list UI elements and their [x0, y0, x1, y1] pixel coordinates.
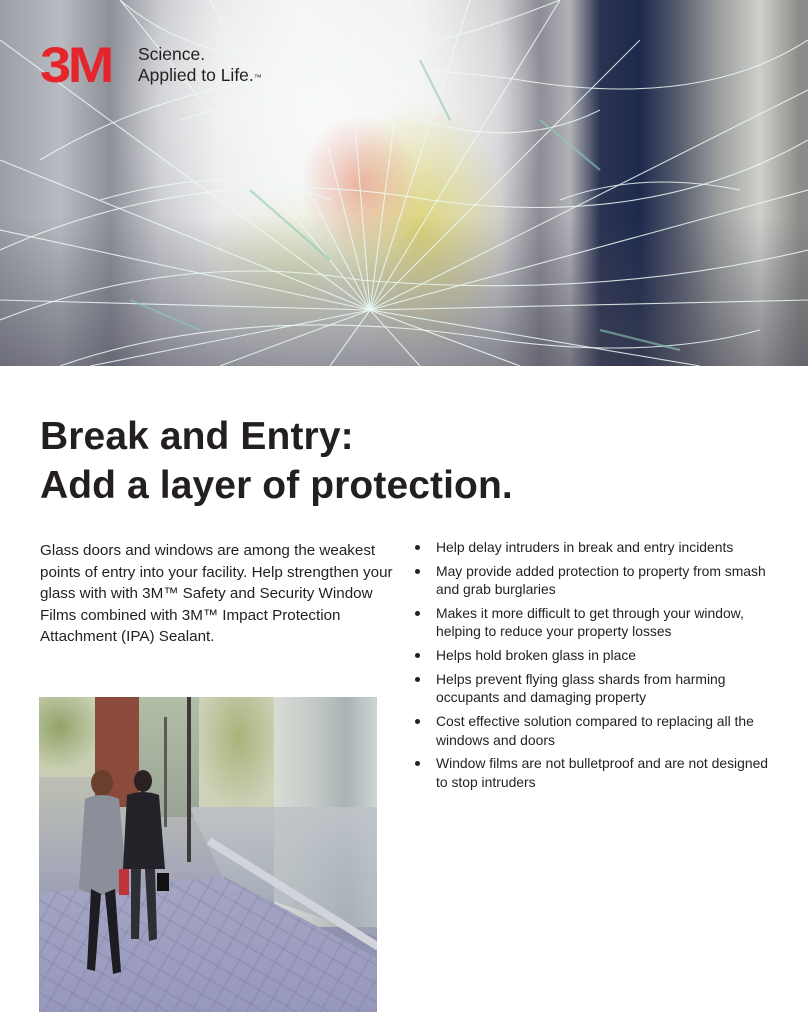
benefit-item: [413, 712, 783, 749]
bullet-icon: [415, 653, 420, 658]
bullet-icon: [415, 611, 420, 616]
benefit-text: May provide added protection to property from smash and grab burglaries: [436, 562, 766, 598]
title-line-1: Break and Entry:: [40, 415, 354, 458]
hero-image-broken-glass: [0, 0, 808, 366]
benefit-text: Helps hold broken glass in place: [436, 647, 636, 664]
tagline-line-2-text: Applied to Life.: [138, 65, 254, 85]
tagline-line-2: [138, 65, 262, 86]
trees-left: [39, 697, 95, 777]
trademark-symbol: ™: [253, 73, 262, 82]
brand-tagline: [138, 44, 262, 86]
benefit-text: Helps prevent flying glass shards from harming occupants and damaging property: [436, 671, 726, 706]
page-title: [40, 412, 760, 510]
benefit-item: [413, 646, 783, 664]
benefit-text: Window films are not bulletproof and are not designed to stop intruders: [436, 755, 769, 790]
benefits-list: [413, 538, 783, 797]
tagline-line-1: Science.: [138, 44, 206, 64]
window-frame-dark: [187, 697, 191, 862]
bullet-icon: [415, 719, 420, 724]
benefit-text: Cost effective solution compared to replacing all the windows and doors: [436, 713, 754, 748]
title-line-2: Add a layer of protection.: [40, 464, 513, 507]
street-photo: [39, 697, 377, 1012]
benefit-item: [413, 754, 783, 791]
bullet-icon: [415, 761, 420, 766]
trees-reflection: [199, 697, 274, 807]
benefit-item: [413, 604, 783, 641]
logo-3m-mark: 3M: [40, 37, 112, 93]
benefit-item: [413, 538, 783, 556]
bullet-icon: [415, 545, 420, 550]
benefit-item: [413, 670, 783, 707]
benefit-text: Help delay intruders in break and entry incidents: [436, 539, 734, 555]
benefit-item: [413, 562, 783, 599]
benefit-text: Makes it more difficult to get through your window, helping to reduce your property losses: [436, 605, 744, 640]
intro-paragraph: Glass doors and windows are among the weakest points of entry into your facility. Help strengthen your glass with with 3M™ Safety and Security Window Films combined with 3M™ Impact Protection Attachment (IPA) Sealant.: [40, 542, 393, 646]
pedestrian-man: [117, 769, 169, 949]
bullet-icon: [415, 677, 420, 682]
bullet-icon: [415, 569, 420, 574]
brand-logo: [40, 37, 262, 93]
